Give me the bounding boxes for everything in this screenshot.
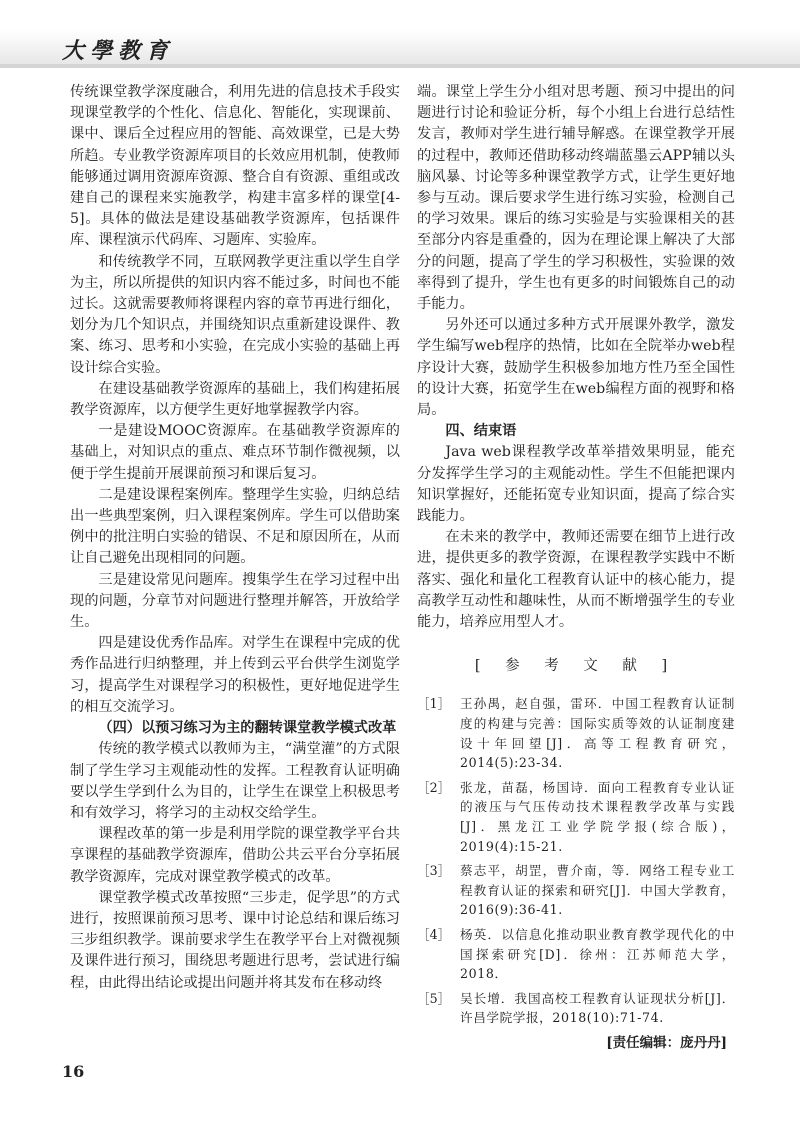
reference-number: ［3］ <box>417 863 451 879</box>
responsible-editor: [责任编辑：庞丹丹] <box>606 1034 727 1051</box>
body-paragraph: Java web课程教学改革举措效果明显，能充分发挥学生学习的主观能动性。学生不但能把课内知识掌握好，还能拓宽专业知识面，提高了综合实践能力。 <box>417 444 735 525</box>
body-paragraph: 课程改革的第一步是利用学院的课堂教学平台共享课程的基础教学资源库，借助公共云平台分享拓展教学资源库，完成对课堂教学模式的改革。 <box>70 826 400 885</box>
page-number: 16 <box>62 1062 85 1081</box>
body-paragraph: 三是建设常见问题库。搜集学生在学习过程中出现的问题，分章节对问题进行整理并解答，开放给学生。 <box>70 571 400 631</box>
reference-text: 张龙，苗磊，杨国诗．面向工程教育专业认证的液压与气压传动技术课程教学改革与实践[J]．黑龙江工业学院学报(综合版)，2019(4):15-21. <box>460 779 735 854</box>
journal-logo: 大學教育 <box>62 38 175 64</box>
subsection-heading: （四）以预习练习为主的翻转课堂教学模式改革 <box>98 720 397 737</box>
body-paragraph: 另外还可以通过多种方式开展课外教学，激发学生编写web程序的热情，比如在全院举办web程序设计大赛，鼓励学生积极参加地方性乃至全国性的设计大赛，拓宽学生在web编程方面的视野和格局。 <box>417 317 735 419</box>
reference-number: ［4］ <box>417 927 451 943</box>
body-paragraph: 传统课堂教学深度融合，利用先进的信息技术手段实现课堂教学的个性化、信息化、智能化，实现课前、课中、课后全过程应用的智能、高效课堂，已是大势所趋。专业教学资源库项目的长效应用机制，使教师能够通过调用资源库资源、整合自有资源、重组或改建自己的课程来实施教学，构建丰富多样的课堂[4-5]。具体的做法是建设基础教学资源库，包括课件库、课程演示代码库、习题库、实验库。 <box>70 84 400 249</box>
section-heading: 四、结束语 <box>445 423 517 440</box>
reference-text: 吴长增．我国高校工程教育认证现状分析[J]．许昌学院学报，2018(10):71-74. <box>460 990 735 1026</box>
references-title: [ 参 考 文 献 ] <box>474 658 678 675</box>
body-paragraph: 一是建设MOOC资源库。在基础教学资源库的基础上，对知识点的重点、难点环节制作微视频，以便于学生提前开展课前预习和课后复习。 <box>70 423 400 482</box>
body-paragraph: 和传统教学不同，互联网教学更注重以学生自学为主，所以所提供的知识内容不能过多，时间也不能过长。这就需要教师将课程内容的章节再进行细化，划分为几个知识点，并围绕知识点重新建设课件、教案、练习、思考和小实验，在完成小实验的基础上再设计综合实验。 <box>70 253 400 376</box>
reference-item <box>417 694 735 772</box>
body-paragraph: 在未来的教学中，教师还需要在细节上进行改进，提供更多的教学资源，在课程教学实践中不断落实、强化和量化工程教育认证中的核心能力，提高教学互动性和趣味性，从而不断增强学生的专业能力，培养应用型人才。 <box>417 529 735 631</box>
left-column <box>70 82 400 994</box>
reference-text: 杨英．以信息化推动职业教育教学现代化的中国探索研究[D]．徐州：江苏师范大学，2018． <box>460 927 735 982</box>
reference-item <box>417 861 735 920</box>
reference-number: ［5］ <box>417 990 451 1006</box>
body-paragraph: 二是建设课程案例库。整理学生实验，归纳总结出一些典型案例，归入课程案例库。学生可以借助案例中的批注明白实验的错误、不足和原因所在，从而让自己避免出现相同的问题。 <box>70 486 400 567</box>
reference-number: ［2］ <box>417 779 451 795</box>
reference-number: ［1］ <box>417 696 451 712</box>
right-column <box>417 82 735 1054</box>
reference-item <box>417 989 735 1028</box>
reference-item <box>417 925 735 984</box>
body-paragraph: 四是建设优秀作品库。对学生在课程中完成的优秀作品进行归纳整理，并上传到云平台供学生浏览学习，提高学生对课程学习的积极性，更好地促进学生的相互交流学习。 <box>70 635 400 715</box>
body-paragraph: 在建设基础教学资源库的基础上，我们构建拓展教学资源库，以方便学生更好地掌握教学内容。 <box>70 380 400 419</box>
reference-item <box>417 778 735 856</box>
reference-text: 王孙禺，赵自强，雷环．中国工程教育认证制度的构建与完善：国际实质等效的认证制度建设十年回望[J]．高等工程教育研究，2014(5):23-34. <box>460 696 735 771</box>
body-paragraph: 课堂教学模式改革按照“三步走，促学思”的方式进行，按照课前预习思考、课中讨论总结和课后练习三步组织教学。课前要求学生在教学平台上对微视频及课件进行预习，围绕思考题进行思考，尝试进行编程，由此得出结论或提出问题并将其发布在移动终 <box>70 889 400 991</box>
reference-text: 蔡志平，胡罡，曹介南，等．网络工程专业工程教育认证的探索和研究[J]．中国大学教育，2016(9):36-41. <box>460 863 735 918</box>
references-list <box>417 694 735 1028</box>
body-paragraph: 传统的教学模式以教师为主，“满堂灌”的方式限制了学生学习主观能动性的发挥。工程教育认证明确要以学生学到什么为目的，让学生在课堂上积极思考和有效学习，将学习的主动权交给学生。 <box>70 741 400 821</box>
body-paragraph: 端。课堂上学生分小组对思考题、预习中提出的问题进行讨论和验证分析，每个小组上台进行总结性发言，教师对学生进行辅导解惑。在课堂教学开展的过程中，教师还借助移动终端蓝墨云APP辅以头脑风暴、讨论等多种课堂教学方式，让学生更好地参与互动。课后要求学生进行练习实验，检测自己的学习效果。课后的练习实验是与实验课相关的甚至部分内容是重叠的，因为在理论课上解决了大部分的问题，提高了学生的学习积极性，实验课的效率得到了提升，学生也有更多的时间锻炼自己的动手能力。 <box>417 84 735 313</box>
